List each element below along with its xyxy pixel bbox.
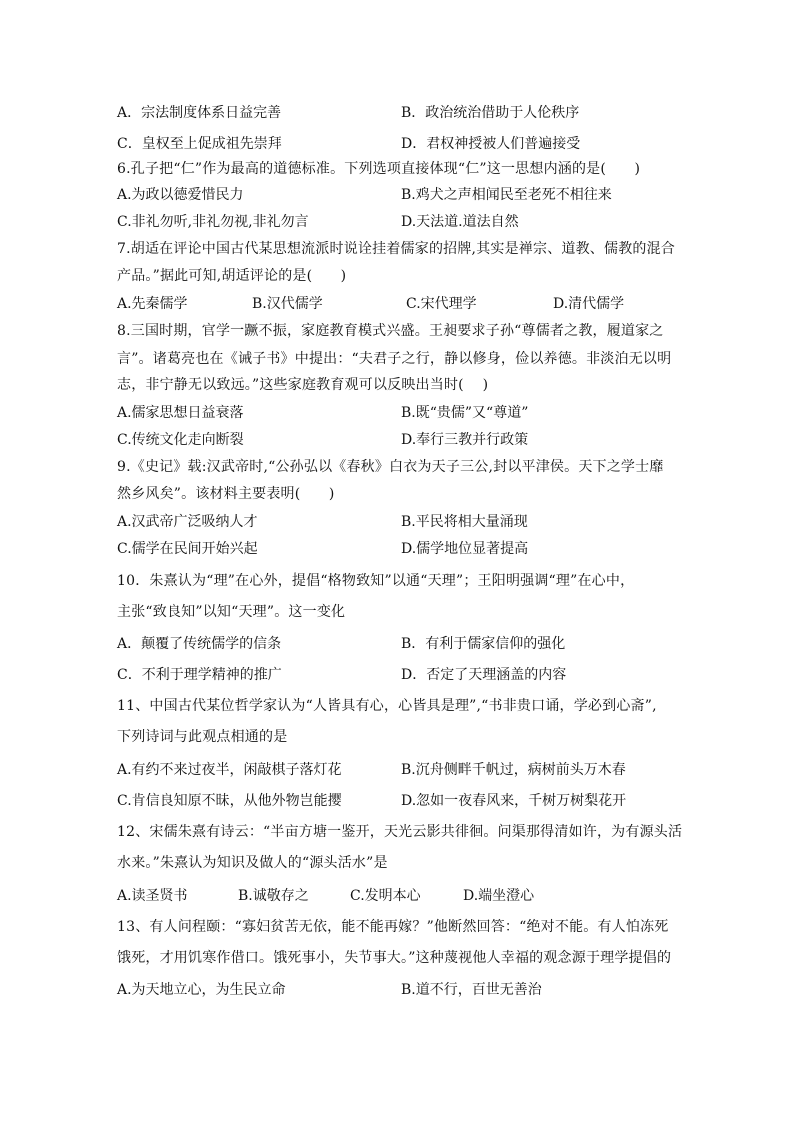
q9-stem-line-2: 然乡风矣”。该材料主要表明( ): [117, 486, 335, 502]
q9-option-d: D.儒学地位显著提高: [401, 541, 529, 557]
q8-option-a: A.儒家思想日益衰落: [117, 405, 244, 421]
q5-option-c: C．皇权至上促成祖先崇拜: [117, 136, 282, 152]
q7-option-d: D.清代儒学: [553, 296, 625, 312]
q6-option-c: C.非礼勿听,非礼勿视,非礼勿言: [117, 214, 309, 230]
q5-option-b: B．政治统治借助于人伦秩序: [401, 105, 580, 121]
q12-stem-line-2: 水来。”朱熹认为知识及做人的“源头活水”是: [117, 855, 388, 871]
q10-option-c: C．不利于理学精神的推广: [117, 667, 282, 683]
q11-option-c: C.肯信良知原不昧，从他外物岂能撄: [117, 793, 342, 809]
q11-stem-line-1: 11、中国古代某位哲学家认为“人皆具有心，心皆具是理”,“书非贵口诵，学必到心斋”,: [117, 698, 657, 714]
q10-stem-line-1: 10．朱熹认为“理”在心外，提倡“格物致知”以通“天理”；王阳明强调“理”在心中，: [117, 573, 635, 589]
q7-stem-line-1: 7.胡适在评论中国古代某思想流派时说诠挂着儒家的招牌,其实是禅宗、道教、儒教的混合: [117, 241, 676, 257]
q10-option-a: A．颠覆了传统儒学的信条: [117, 636, 282, 652]
q6-option-d: D.天法道.道法自然: [401, 214, 519, 230]
q6-option-b: B.鸡犬之声相闻民至老死不相往来: [401, 187, 612, 203]
q8-option-c: C.传统文化走向断裂: [117, 432, 244, 448]
q12-option-a: A.读圣贤书: [117, 888, 188, 904]
q13-stem-line-2: 饿死，才用饥寒作借口。饿死事小，失节事大。”这种蔑视他人幸福的观念源于理学提倡的: [117, 950, 672, 966]
q13-option-b: B.道不行，百世无善治: [401, 982, 542, 998]
q10-option-d: D．否定了天理涵盖的内容: [401, 667, 567, 683]
q7-option-c: C.宋代理学: [406, 296, 477, 312]
q8-option-b: B.既“贵儒”又“尊道”: [401, 405, 529, 421]
q8-stem-line-3: 志，非宁静无以致远。”这些家庭教育观可以反映出当时( ): [117, 377, 489, 393]
q7-stem-line-2: 产品。”据此可知,胡适评论的是( ): [117, 268, 347, 284]
q11-option-d: D.忽如一夜春风来，千树万树梨花开: [401, 793, 627, 809]
q5-option-d: D．君权神授被人们普遍接受: [401, 136, 581, 152]
q11-option-b: B.沉舟侧畔千帆过，病树前头万木春: [401, 762, 626, 778]
q9-option-c: C.儒学在民间开始兴起: [117, 541, 258, 557]
q12-option-c: C.发明本心: [350, 888, 421, 904]
q12-option-d: D.端坐澄心: [463, 888, 535, 904]
q12-stem-line-1: 12、宋儒朱熹有诗云：“半亩方塘一鉴开，天光云影共徘徊。问渠那得清如许，为有源头活: [117, 824, 683, 840]
q8-stem-line-2: 言”。诸葛亮也在《诫子书》中提出：“夫君子之行，静以修身，俭以养德。非淡泊无以明: [117, 351, 672, 367]
q9-stem-line-1: 9.《史记》载:汉武帝时,“公孙弘以《春秋》白衣为天子三公,封以平津侯。天下之学士靡: [117, 459, 664, 475]
q13-stem-line-1: 13、有人问程颐：“寡妇贫苦无依，能不能再嫁？”他断然回答：“绝对不能。有人怕冻死: [117, 919, 669, 935]
q10-stem-line-2: 主张“致良知”以知“天理”。这一变化: [117, 604, 346, 620]
q9-option-b: B.平民将相大量涌现: [401, 514, 528, 530]
q5-option-a: A．宗法制度体系日益完善: [117, 105, 282, 121]
q7-option-b: B.汉代儒学: [252, 296, 323, 312]
q9-option-a: A.汉武帝广泛吸纳人才: [117, 514, 258, 530]
q10-option-b: B．有利于儒家信仰的强化: [401, 636, 566, 652]
q11-stem-line-2: 下列诗词与此观点相通的是: [117, 729, 288, 745]
q6-option-a: A.为政以德爱惜民力: [117, 187, 244, 203]
q8-stem-line-1: 8.三国时期，官学一蹶不振，家庭教育模式兴盛。王昶要求子孙“尊儒者之教，履道家之: [117, 323, 664, 339]
q12-option-b: B.诚敬存之: [238, 888, 309, 904]
q8-option-d: D.奉行三教并行政策: [401, 432, 529, 448]
q7-option-a: A.先秦儒学: [117, 296, 188, 312]
q6-stem-line-1: 6.孔子把“仁”作为最高的道德标准。下列选项直接体现“仁”这一思想内涵的是( ): [117, 161, 641, 177]
q11-option-a: A.有约不来过夜半，闲敲棋子落灯花: [117, 762, 342, 778]
q13-option-a: A.为天地立心，为生民立命: [117, 982, 286, 998]
